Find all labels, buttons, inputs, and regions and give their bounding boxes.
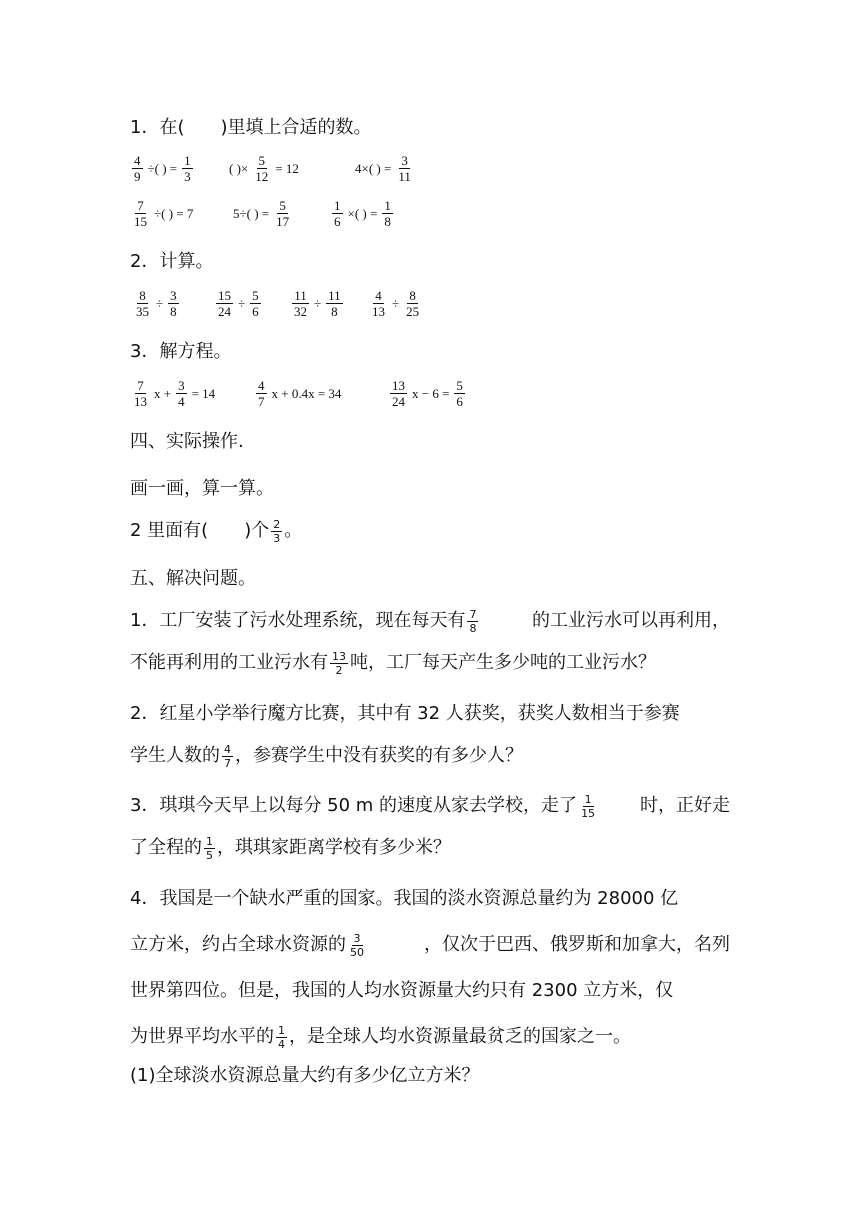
fraction: $\frac{13}{24}$ (392, 378, 405, 409)
q3-item1: $\frac{7}{13}$ x + $\frac{3}{4}$ = 14 (134, 378, 216, 409)
q3-item3: $\frac{13}{24}$ x − 6 = $\frac{5}{6}$ (392, 378, 463, 409)
q1-eq6: $\frac{1}{6}$ ×( ) = $\frac{1}{8}$ (334, 198, 391, 229)
fraction: $\frac{3}{50}$ (350, 931, 364, 959)
q3-item2: $\frac{4}{7}$ x + 0.4x = 34 (258, 378, 342, 409)
fraction: $\frac{8}{25}$ (406, 288, 420, 319)
sub-question-1: (1)全球淡水资源总量大约有多少亿立方米？ (130, 1065, 480, 1086)
fraction: $\frac{1}{8}$ (384, 198, 391, 229)
fraction: $\frac{3}{8}$ (170, 288, 177, 319)
q2-item2: $\frac{15}{24}$ ÷ $\frac{5}{6}$ (218, 288, 259, 319)
fraction: $\frac{2}{3}$ (273, 517, 281, 545)
problem-1: 1．工厂安装了污水处理系统，现在每天有 $\frac{7}{8}$ 的工业污水可以再利用， 不能再利用的工业污水有 $\frac{13}{2}$ 吨，工厂每天产生多少吨的工业污水？ (130, 607, 730, 677)
fraction: $\frac{5}{12}$ (255, 153, 269, 184)
problem-2: 2．红星小学举行魔方比赛，其中有 32 人获奖，获奖人数相当于参赛 学生人数的 $\frac{4}{7}$ ，参赛学生中没有获奖的有多少人？ (130, 703, 680, 770)
fraction: $\frac{1}{5}$ (206, 834, 213, 862)
fraction: $\frac{11}{8}$ (328, 288, 341, 319)
q1-eq2: ( )× $\frac{5}{12}$ = 12 (229, 153, 299, 184)
fraction: $\frac{1}{15}$ (581, 792, 596, 820)
q2-item1: $\frac{8}{35}$ ÷ $\frac{3}{8}$ (136, 288, 177, 319)
fraction: $\frac{15}{24}$ (218, 288, 231, 319)
section4-title: 四、实际操作. (130, 431, 244, 452)
fraction: $\frac{4}{7}$ (224, 742, 231, 770)
section5-title: 五、解决问题。 (130, 568, 256, 589)
fraction: $\frac{7}{15}$ (134, 198, 147, 229)
fraction: $\frac{8}{35}$ (136, 288, 149, 319)
q2-item3: $\frac{11}{32}$ ÷ $\frac{11}{8}$ (294, 288, 341, 319)
fraction: $\frac{5}{6}$ (252, 288, 259, 319)
q1-eq1: $\frac{4}{9}$ ÷( ) = $\frac{1}{3}$ (134, 153, 191, 184)
fraction: $\frac{4}{7}$ (258, 378, 265, 409)
problem-4: 4．我国是一个缺水严重的国家。我国的淡水资源总量约为 28000 亿 立方米，约占全球水资源的 $\frac{3}{50}$ ，仅次于巴西、俄罗斯和加拿大，名列 世界第四位。但是，我国的人均水资源量大约只有 2300 立方米，仅 为世界平均水平的 $\frac{1}{4}$ ，是全球人均水资源量最贫乏的国家之一。 (130, 888, 730, 1051)
q2-heading: 2．计算。 (130, 251, 214, 272)
fraction: $\frac{1}{4}$ (278, 1023, 285, 1051)
fraction: $\frac{5}{6}$ (456, 378, 463, 409)
fraction: $\frac{5}{17}$ (276, 198, 290, 229)
q1-eq4: $\frac{7}{15}$ ÷( ) = 7 (134, 198, 194, 229)
fraction: $\frac{3}{4}$ (178, 378, 185, 409)
fraction: $\frac{1}{6}$ (334, 198, 341, 229)
section4-line2: 2 里面有( )个 $\frac{2}{3}$ 。 (130, 517, 303, 545)
fraction: $\frac{13}{2}$ (332, 649, 346, 677)
q3-heading: 3．解方程。 (130, 341, 232, 362)
q1-eq5: 5÷( ) = $\frac{5}{17}$ (233, 198, 290, 229)
fraction: $\frac{7}{13}$ (134, 378, 147, 409)
q2-item4: $\frac{4}{13}$ ÷ $\frac{8}{25}$ (372, 288, 420, 319)
fraction: $\frac{1}{3}$ (184, 153, 191, 184)
fraction: $\frac{11}{32}$ (294, 288, 307, 319)
q1-heading: 1．在( )里填上合适的数。 (130, 117, 372, 138)
fraction: $\frac{4}{9}$ (134, 153, 141, 184)
fraction: $\frac{3}{11}$ (398, 153, 411, 184)
q1-eq3: 4×( ) = $\frac{3}{11}$ (355, 153, 411, 184)
fraction: $\frac{4}{13}$ (372, 288, 385, 319)
problem-3: 3．琪琪今天早上以每分 50 m 的速度从家去学校，走了 $\frac{1}{15}$ 时，正好走 了全程的 $\frac{1}{5}$ ，琪琪家距离学校有多少米？ (130, 792, 730, 862)
section4-line1: 画一画，算一算。 (130, 478, 274, 499)
fraction: $\frac{7}{8}$ (469, 607, 477, 635)
